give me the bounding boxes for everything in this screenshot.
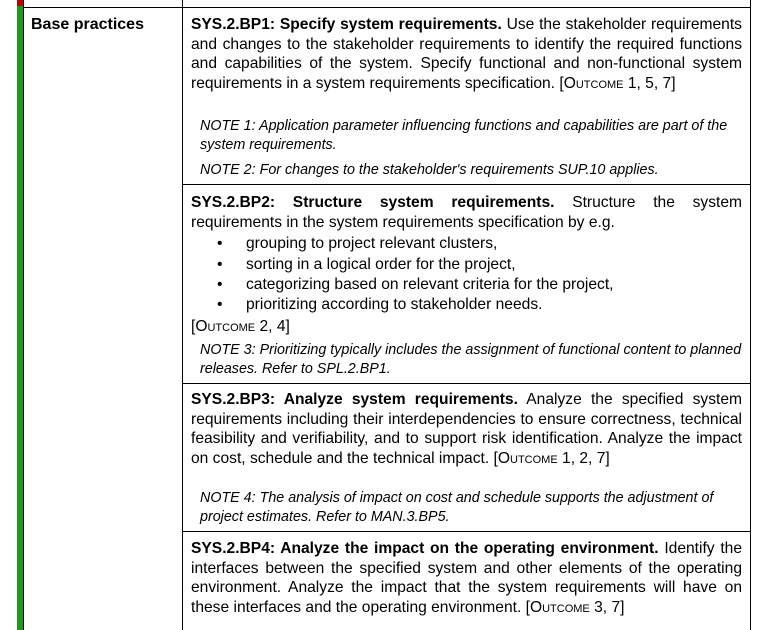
bp3-outcome-ref: [Outcome 1, 2, 7] bbox=[493, 449, 610, 467]
note-1: NOTE 1: Application parameter influencing functions and capabilities are part of the system requirements. bbox=[200, 118, 728, 153]
table-border-left bbox=[23, 0, 24, 630]
bp4-outcome-ref: [Outcome 3, 7] bbox=[525, 598, 625, 616]
row-label: Base practices bbox=[31, 16, 144, 33]
bp4-paragraph bbox=[191, 539, 742, 617]
note-3: NOTE 3: Prioritizing typically includes the assignment of functional content to planned releases. Refer to SPL.2.BP1. bbox=[200, 342, 742, 377]
note-4: NOTE 4: The analysis of impact on cost and schedule supports the adjustment of project estimates. Refer to MAN.3.BP5. bbox=[200, 490, 714, 525]
bullet-icon: • bbox=[217, 235, 223, 253]
bp2-paragraph bbox=[191, 193, 742, 232]
bp3-notes bbox=[191, 489, 742, 526]
table-column-divider bbox=[182, 0, 183, 630]
bp1-text: Use the stakeholder requirements and changes to the stakeholder requirements to identify the required functions and capabilities of the system. Specify functional and non-functional system requirements in a system requirements specification. bbox=[191, 16, 742, 92]
list-item: • grouping to project relevant clusters, bbox=[191, 234, 742, 254]
base-practice-bp4 bbox=[191, 539, 742, 617]
bp3-paragraph bbox=[191, 390, 742, 468]
bp1-outcome-ref: [Outcome 1, 5, 7] bbox=[559, 74, 676, 92]
bp4-text: Identify the interfaces between the specified system and other elements of the operating environment. Analyze the impact that the system requirements will have on these interfaces and the operating environment. bbox=[191, 540, 742, 616]
bullet-icon: • bbox=[217, 276, 223, 293]
bp4-title: SYS.2.BP4: Analyze the impact on the operating environment. bbox=[191, 540, 659, 557]
bullet-icon: • bbox=[217, 255, 223, 273]
bullet-icon: • bbox=[217, 296, 223, 314]
bp-divider-3 bbox=[183, 531, 750, 532]
base-practice-bp2 bbox=[191, 193, 742, 336]
bp3-text: Analyze the specified system requirements including their interdependencies to ensure correctness, technical feasibility and verifiability, and to support risk identification. Analyze the impact on cost, schedule and the technical impact. bbox=[191, 391, 742, 467]
bp-divider-2 bbox=[183, 383, 750, 384]
list-item: • categorizing based on relevant criteria for the project, bbox=[191, 275, 742, 295]
bp1-title: SYS.2.BP1: Specify system requirements. bbox=[191, 16, 502, 33]
bp-divider-1 bbox=[183, 184, 750, 185]
base-practice-bp1 bbox=[191, 15, 742, 93]
table-border-right bbox=[750, 0, 751, 630]
list-item: • prioritizing according to stakeholder needs. bbox=[191, 295, 742, 315]
base-practice-bp3 bbox=[191, 390, 742, 468]
bp2-title: SYS.2.BP2: Structure system requirements. bbox=[191, 194, 555, 211]
table-border-top bbox=[23, 7, 751, 8]
note-2: NOTE 2: For changes to the stakeholder's requirements SUP.10 applies. bbox=[200, 162, 659, 178]
bp1-notes bbox=[191, 117, 742, 180]
bp2-notes bbox=[191, 341, 742, 378]
list-item: • sorting in a logical order for the project, bbox=[191, 255, 742, 275]
bp1-paragraph bbox=[191, 15, 742, 93]
bp2-outcome-ref: [Outcome 2, 4] bbox=[191, 317, 290, 335]
bp2-bullet-list bbox=[191, 234, 742, 316]
bp2-text: Structure the system requirements in the system requirements specification by e.g. bbox=[191, 194, 742, 231]
bp3-title: SYS.2.BP3: Analyze system requirements. bbox=[191, 391, 518, 408]
